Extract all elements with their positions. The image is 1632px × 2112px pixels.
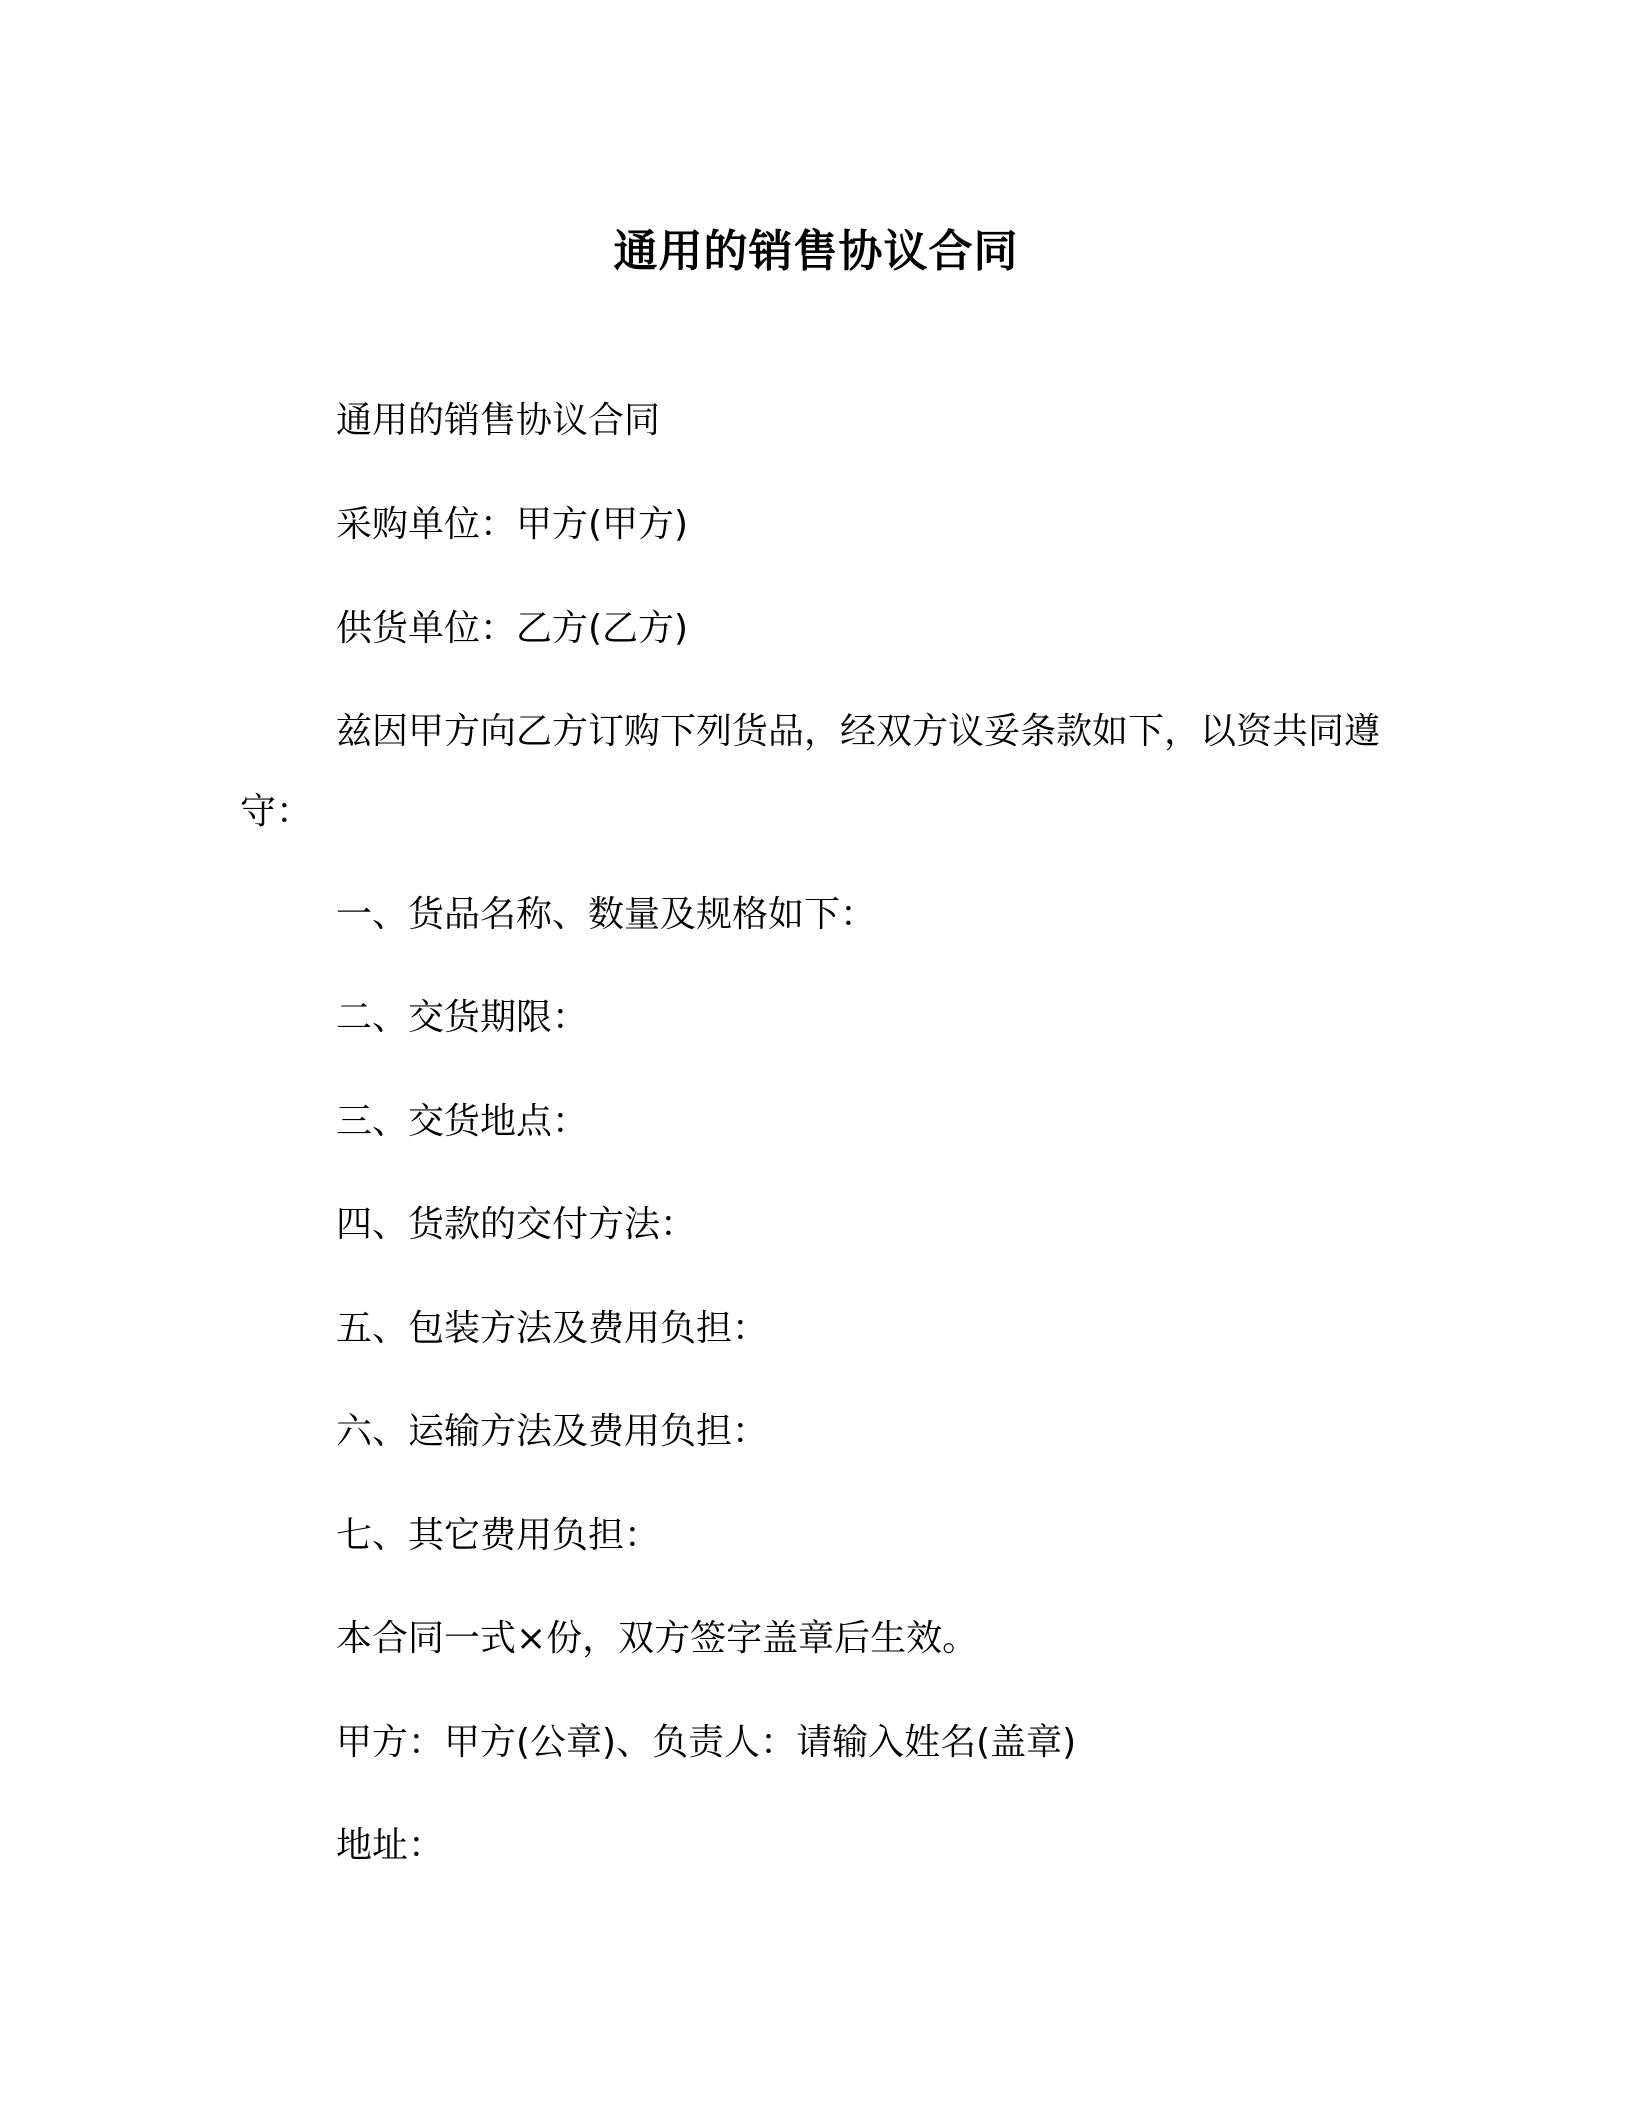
subtitle-paragraph: 通用的销售协议合同: [336, 400, 661, 441]
buyer-paragraph: 采购单位：甲方(甲方): [336, 504, 689, 545]
document-title: 通用的销售协议合同: [613, 226, 1019, 277]
copies-paragraph: 本合同一式×份，双方签字盖章后生效。: [336, 1618, 979, 1659]
clause-4: 四、货款的交付方法：: [336, 1204, 697, 1245]
supplier-paragraph: 供货单位：乙方(乙方): [336, 608, 689, 649]
party-a-signature-line: 甲方：甲方(公章)、负责人：请输入姓名(盖章): [336, 1722, 1077, 1763]
preamble-paragraph: 兹因甲方向乙方订购下列货品，经双方议妥条款如下，以资共同遵守：: [240, 711, 1381, 832]
clause-5: 五、包装方法及费用负担：: [336, 1308, 769, 1349]
address-line: 地址：: [336, 1825, 445, 1866]
clause-6: 六、运输方法及费用负担：: [336, 1411, 769, 1452]
clause-7: 七、其它费用负担：: [336, 1515, 661, 1556]
clause-2: 二、交货期限：: [336, 997, 589, 1038]
clause-3: 三、交货地点：: [336, 1101, 589, 1142]
clause-1: 一、货品名称、数量及规格如下：: [336, 894, 877, 935]
